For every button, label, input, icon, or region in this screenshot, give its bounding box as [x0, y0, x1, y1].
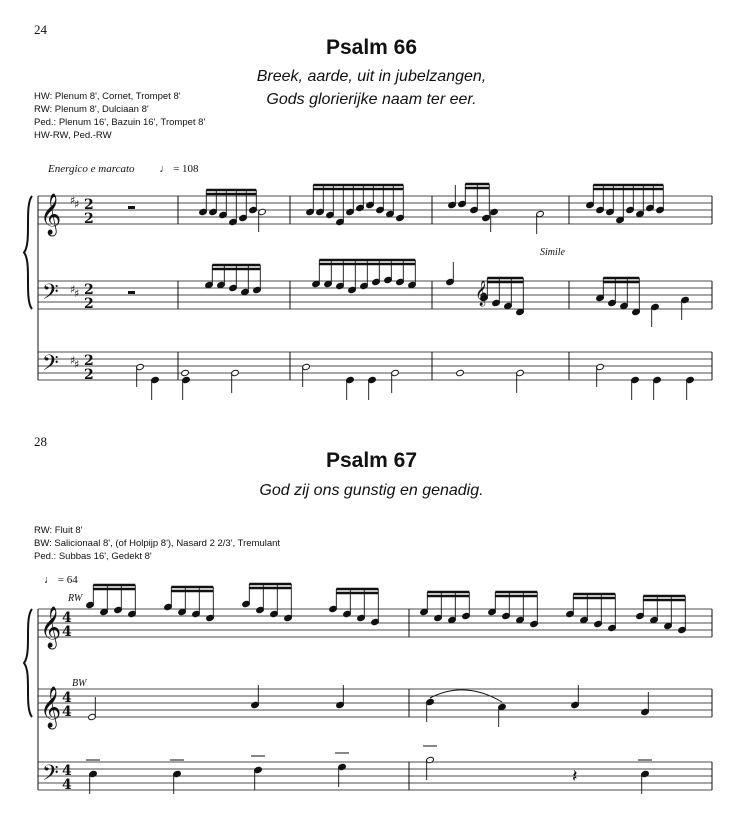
psalm66-lyric-line1: Breek, aarde, uit in jubelzangen,: [256, 68, 487, 85]
brace-icon: [24, 196, 32, 309]
time-signature: 4: [62, 610, 72, 626]
tempo-text: Energico e marcato: [48, 163, 135, 175]
registration-line: Ped.: Plenum 16', Bazuin 16', Trompet 8': [34, 117, 206, 128]
time-signature: 4: [62, 777, 72, 793]
psalm67-title: Psalm 67: [325, 449, 418, 472]
quarter-rest-icon: 𝄽: [572, 766, 578, 787]
bass-clef-icon: 𝄢: [42, 351, 59, 381]
registration-line: RW: Plenum 8', Dulciaan 8': [34, 104, 149, 115]
page-number-psalm67: 28: [34, 434, 47, 449]
treble-clef-icon: 𝄞: [40, 607, 62, 648]
psalm67-lyric-line1: God zij ons gunstig en genadig.: [259, 482, 484, 499]
time-signature: 4: [62, 704, 72, 720]
sharp-icon: ♯: [74, 287, 80, 300]
time-signature: 4: [62, 763, 72, 779]
sharp-icon: ♯: [74, 358, 80, 371]
bass-clef-icon: 𝄢: [42, 761, 59, 791]
sharp-icon: ♯: [70, 354, 76, 367]
time-signature: 2: [84, 282, 94, 298]
registration-line: HW: Plenum 8', Cornet, Trompet 8': [34, 91, 181, 102]
quarter-note-icon: ♩: [159, 163, 171, 175]
whole-note: [456, 369, 465, 376]
tempo-value: = 108: [173, 163, 199, 175]
time-signature: 2: [84, 197, 94, 213]
time-signature: 2: [84, 211, 94, 227]
treble-clef-icon: 𝄞: [40, 194, 62, 235]
page-number-psalm66: 24: [34, 22, 47, 37]
sharp-icon: ♯: [70, 194, 76, 207]
half-rest-icon: [128, 291, 135, 294]
quarter-note-icon: ♩: [44, 574, 55, 586]
time-signature: 2: [84, 367, 94, 383]
tempo-value: = 64: [57, 574, 78, 586]
manual-label-upper: RW: [68, 593, 83, 604]
psalm66-lyric-line2: Gods glorierijke naam ter eer.: [266, 91, 477, 108]
bass-clef-icon: 𝄢: [42, 280, 59, 310]
registration-line: BW: Salicionaal 8', (of Holpijp 8'), Nasard 2 2/3', Tremulant: [34, 538, 281, 549]
time-signature: 4: [62, 690, 72, 706]
manual-label-lower: BW: [72, 678, 87, 689]
registration-line: RW: Fluit 8': [34, 525, 83, 536]
registration-line: HW-RW, Ped.-RW: [34, 130, 112, 141]
time-signature: 2: [84, 353, 94, 369]
sharp-icon: ♯: [74, 198, 80, 211]
sharp-icon: ♯: [70, 283, 76, 296]
whole-note: [181, 369, 190, 376]
time-signature: 2: [84, 296, 94, 312]
treble-clef-icon: 𝄞: [40, 687, 62, 728]
time-signature: 4: [62, 624, 72, 640]
psalm66-title: Psalm 66: [325, 36, 418, 59]
brace-icon: [24, 609, 32, 717]
simile-marking: Simile: [540, 247, 565, 258]
registration-line: Ped.: Subbas 16', Gedekt 8': [34, 551, 152, 562]
treble-clef-icon: 𝄞: [475, 281, 489, 306]
half-rest-icon: [128, 206, 135, 209]
